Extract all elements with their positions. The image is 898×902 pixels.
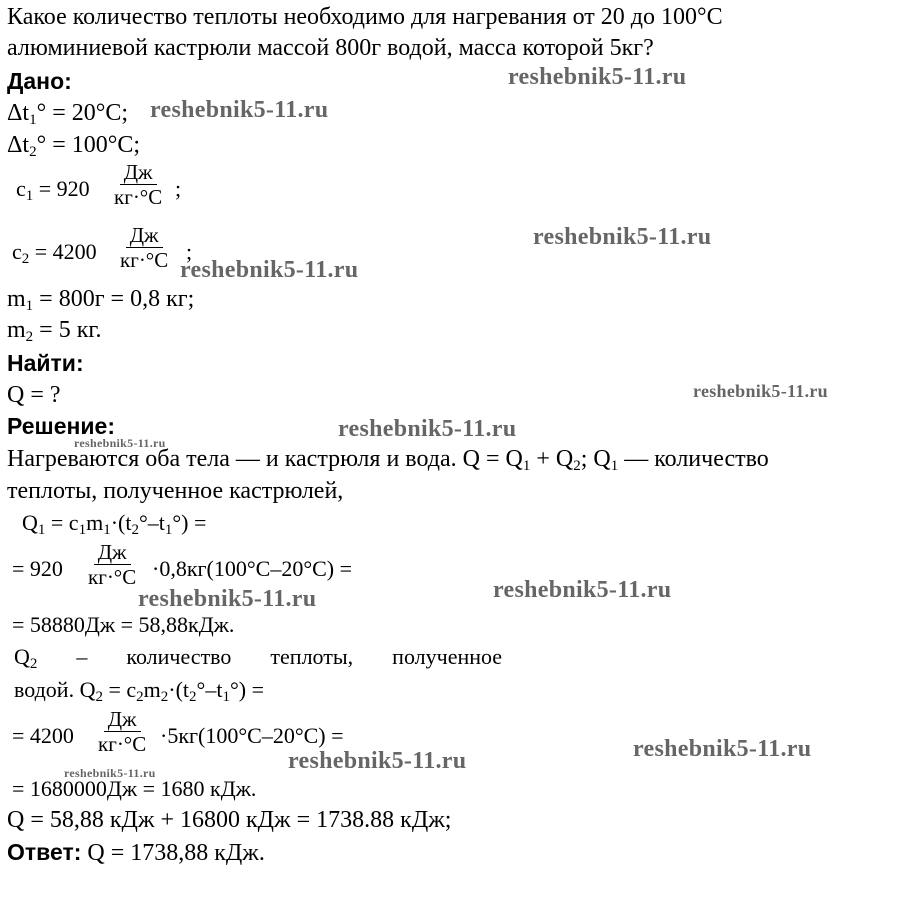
given-dt2: $\Delta t_2^\circ = 100^\circ С$;: [7, 132, 141, 160]
unit-denominator: кг·°С: [120, 248, 169, 272]
answer-label: Ответ:: [7, 839, 82, 865]
calc1-prefix: = 920: [12, 556, 63, 581]
calc2-rest: ·5кг(100°С–20°С) =: [160, 723, 344, 748]
calc1-rest: ·0,8кг(100°С–20°С) =: [152, 556, 353, 581]
solution-intro-line-1: Нагреваются оба тела — и кастрюля и вода. $Q = Q_1 + Q_2$; $Q_1$ — количество: [7, 446, 769, 474]
c2-semicolon: ;: [186, 239, 193, 264]
calc2-prefix: = 4200: [12, 723, 74, 748]
solution-heading: Решение:: [7, 413, 116, 439]
given-heading: Дано:: [7, 68, 72, 94]
given-c1: $c_1 = 920$: [16, 176, 90, 204]
given-c2: $c_2 = 4200$: [12, 239, 97, 267]
problem-line-1: Какое количество теплоты необходимо для нагревания от 20 до 100°С: [7, 4, 723, 30]
watermark: reshebnik5-11.ru: [138, 586, 317, 612]
watermark: reshebnik5-11.ru: [693, 381, 828, 401]
watermark: reshebnik5-11.ru: [180, 257, 359, 283]
calc1-unit-fraction: [86, 540, 138, 589]
answer-value: Q = 1738,88 кДж.: [81, 840, 265, 866]
watermark: reshebnik5-11.ru: [633, 736, 812, 762]
unit-denominator: кг·°С: [88, 565, 137, 589]
unit-denominator: кг·°С: [114, 185, 163, 209]
watermark: reshebnik5-11.ru: [508, 64, 687, 90]
given-m1: $m_1 = 800г = 0,8$ кг;: [7, 286, 195, 314]
watermark: reshebnik5-11.ru: [493, 577, 672, 603]
watermark: reshebnik5-11.ru: [74, 436, 166, 450]
unit-numerator: Дж: [94, 540, 131, 565]
unit-numerator: Дж: [126, 223, 163, 248]
watermark: reshebnik5-11.ru: [64, 766, 156, 780]
q1-formula: $Q_1 = c_1m_1\cdot(t_2^\circ-t_1^\circ)$ =: [22, 510, 207, 538]
find-value: Q = ?: [7, 382, 61, 408]
watermark: reshebnik5-11.ru: [533, 224, 712, 250]
unit-numerator: Дж: [104, 707, 141, 732]
c2-unit-fraction: [118, 223, 170, 272]
c1-unit-fraction: [112, 160, 164, 209]
watermark: reshebnik5-11.ru: [288, 748, 467, 774]
unit-denominator: кг·°С: [98, 732, 147, 756]
calc2-result: = 1680000Дж = 1680 кДж.: [12, 776, 257, 801]
total-line: Q = 58,88 кДж + 16800 кДж = 1738.88 кДж;: [7, 807, 452, 833]
calc1-result: = 58880Дж = 58,88кДж.: [12, 612, 235, 637]
unit-numerator: Дж: [120, 160, 157, 185]
problem-line-2: алюминиевой кастрюли массой 800г водой, масса которой 5кг?: [7, 35, 654, 61]
given-m2: $m_2 = 5$ кг.: [7, 317, 102, 345]
calc2-unit-fraction: [96, 707, 148, 756]
watermark: reshebnik5-11.ru: [338, 416, 517, 442]
watermark: reshebnik5-11.ru: [150, 97, 329, 123]
q2-formula: водой. $Q_2 = c_2m_2\cdot(t_2^\circ-t_1^\circ)$ =: [14, 677, 264, 705]
find-heading: Найти:: [7, 350, 84, 376]
answer-line: [7, 838, 265, 867]
q2-definition-line: $Q_2$ – количество теплоты, полученное: [14, 644, 503, 672]
given-dt1: $\Delta t_1^\circ = 20^\circ С$;: [7, 100, 129, 128]
solution-intro-line-2: теплоты, полученное кастрюлей,: [7, 478, 344, 504]
c1-semicolon: ;: [175, 176, 182, 201]
